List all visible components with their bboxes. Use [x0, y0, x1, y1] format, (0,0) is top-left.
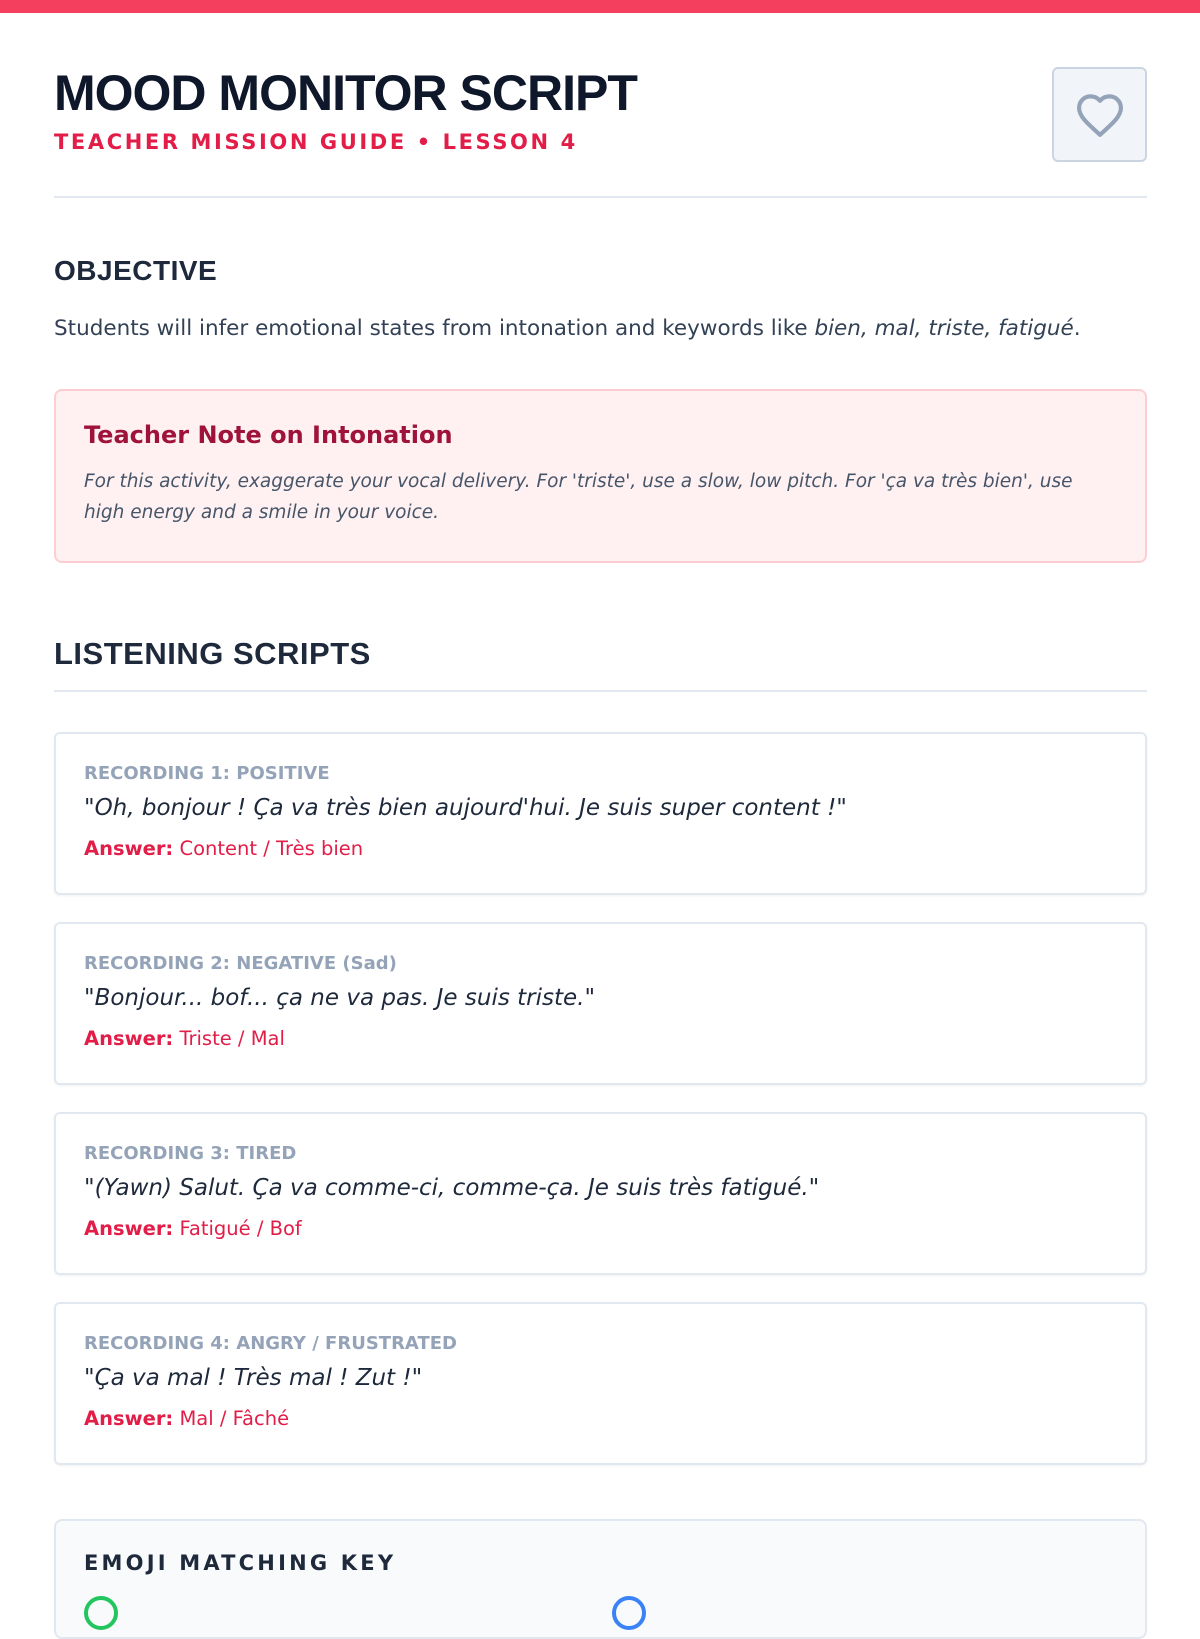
listening-scripts-heading: LISTENING SCRIPTS [54, 636, 371, 671]
answer-value: Content / Très bien [179, 837, 364, 861]
listening-scripts-header [54, 630, 1147, 692]
sad-emoji-icon [612, 1596, 646, 1630]
answer-value: Mal / Fâché [179, 1407, 290, 1431]
recording-answer [84, 836, 1117, 861]
teacher-note-box [54, 389, 1147, 563]
answer-value: Fatigué / Bof [179, 1217, 302, 1241]
recording-quote: "Ça va mal ! Très mal ! Zut !" [84, 1365, 423, 1392]
recording-label: RECORDING 3: TIRED [84, 1143, 297, 1164]
answer-value: Triste / Mal [179, 1027, 285, 1051]
recording-quote: "Oh, bonjour ! Ça va très bien aujourd'hui. Je suis super content !" [84, 795, 847, 822]
page-subtitle: TEACHER MISSION GUIDE • LESSON 4 [54, 130, 578, 154]
happy-emoji-icon [84, 1596, 118, 1630]
recording-card [54, 922, 1147, 1085]
objective-text-suffix: . [1073, 316, 1081, 341]
objective-keywords: bien, mal, triste, fatigué [814, 316, 1074, 341]
answer-label: Answer: [84, 1407, 174, 1431]
recording-card [54, 1302, 1147, 1465]
objective-heading: OBJECTIVE [54, 255, 218, 286]
recording-quote: "(Yawn) Salut. Ça va comme-ci, comme-ça. Je suis très fatigué." [84, 1175, 820, 1202]
favorite-button[interactable] [1052, 67, 1147, 162]
objective-text [54, 314, 1147, 344]
heart-icon [1074, 92, 1126, 138]
recording-answer [84, 1026, 1117, 1051]
emoji-key-heading: EMOJI MATCHING KEY [84, 1551, 397, 1575]
recording-label: RECORDING 2: NEGATIVE (Sad) [84, 953, 397, 974]
teacher-note-text: For this activity, exaggerate your vocal delivery. For 'triste', use a slow, low pitch. For 'ça va très bien', use high energy and a smile in your voice. [84, 470, 1073, 523]
recording-label: RECORDING 4: ANGRY / FRUSTRATED [84, 1333, 457, 1354]
top-accent-bar [0, 0, 1200, 13]
emoji-matching-key [54, 1519, 1147, 1639]
page-header [54, 62, 1147, 198]
answer-label: Answer: [84, 1217, 174, 1241]
objective-text-prefix: Students will infer emotional states from intonation and keywords like [54, 316, 815, 341]
recording-answer [84, 1216, 1117, 1241]
recording-label: RECORDING 1: POSITIVE [84, 763, 330, 784]
answer-label: Answer: [84, 837, 174, 861]
recording-quote: "Bonjour... bof... ça ne va pas. Je suis triste." [84, 985, 596, 1012]
teacher-note-title: Teacher Note on Intonation [84, 421, 453, 449]
answer-label: Answer: [84, 1027, 174, 1051]
page-title: MOOD MONITOR SCRIPT [54, 65, 637, 121]
recording-card [54, 732, 1147, 895]
recording-card [54, 1112, 1147, 1275]
recording-answer [84, 1406, 1117, 1431]
